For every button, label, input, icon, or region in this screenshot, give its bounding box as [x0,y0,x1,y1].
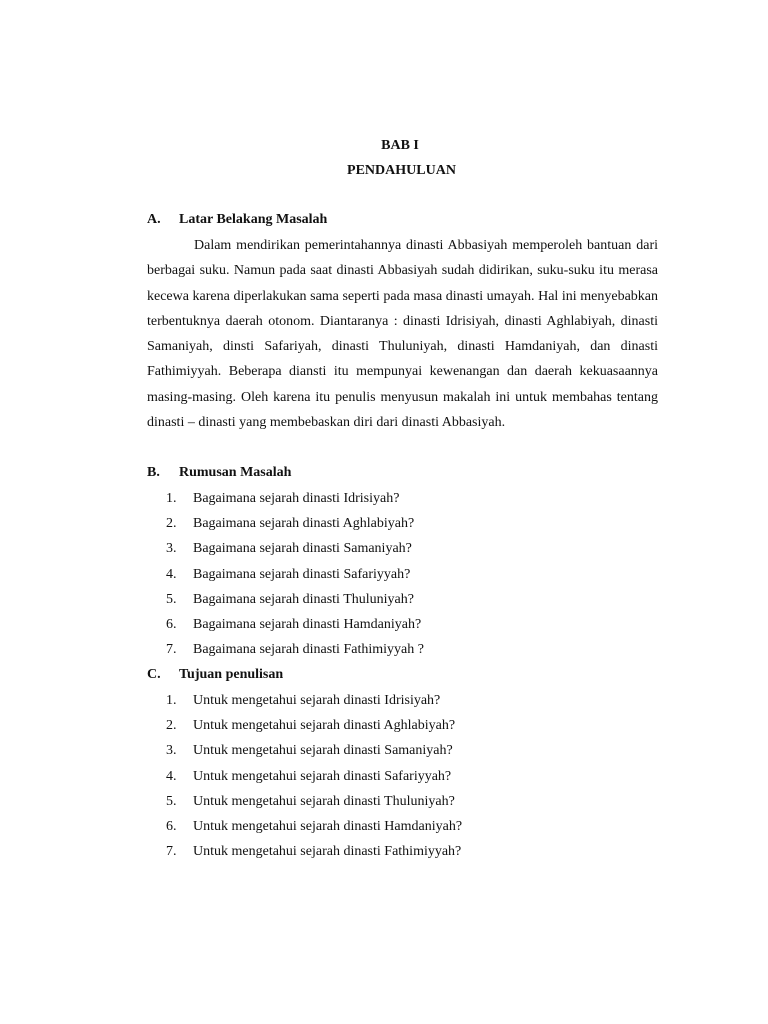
item-text: Untuk mengetahui sejarah dinasti Idrisiyah? [193,693,441,708]
list-item [166,486,424,511]
item-text: Bagaimana sejarah dinasti Samaniyah? [193,541,412,557]
item-text: Untuk mengetahui sejarah dinasti Samaniyah? [193,743,453,759]
list-item [166,612,424,637]
item-text: Untuk mengetahui sejarah dinasti Safariyyah? [193,768,452,784]
list-item [166,789,462,814]
section-b-heading [147,465,291,481]
item-text: Bagaimana sejarah dinasti Idrisiyah? [193,491,400,506]
section-a-heading [147,212,327,228]
section-a-letter: A. [147,212,161,227]
section-b-title: Rumusan Masalah [179,465,292,480]
section-b-letter: B. [147,465,160,480]
item-number: 4. [166,566,177,582]
item-text: Bagaimana sejarah dinasti Thuluniyah? [193,591,414,607]
section-c-title: Tujuan penulisan [179,667,284,682]
chapter-number: BAB I [381,138,419,153]
item-text: Untuk mengetahui sejarah dinasti Hamdaniyah? [193,818,463,834]
item-number: 6. [166,818,177,834]
item-number: 5. [166,793,177,809]
item-number: 6. [166,616,177,632]
list-item [166,764,462,789]
list-item [166,562,424,587]
item-number: 2. [166,516,177,532]
list-item [166,587,424,612]
item-text: Untuk mengetahui sejarah dinasti Fathimiyyah? [193,844,462,860]
item-number: 4. [166,768,177,784]
list-item [166,536,424,561]
purpose-list [166,688,462,864]
list-item [166,713,462,738]
item-text: Bagaimana sejarah dinasti Aghlabiyah? [193,516,415,532]
item-number: 2. [166,718,177,734]
item-number: 7. [166,844,177,860]
item-text: Untuk mengetahui sejarah dinasti Aghlabiyah? [193,718,456,734]
list-item [166,738,462,763]
section-a-title: Latar Belakang Masalah [179,212,328,227]
item-number: 7. [166,642,177,658]
list-item [166,637,424,662]
chapter-title: PENDAHULUAN [347,163,456,178]
list-item [166,814,462,839]
item-text: Untuk mengetahui sejarah dinasti Thuluniyah? [193,793,455,809]
item-number: 1. [166,693,177,708]
problem-list [166,486,424,662]
list-item [166,688,462,713]
list-item [166,511,424,536]
item-number: 3. [166,541,177,557]
background-paragraph: Dalam mendirikan pemerintahannya dinasti Abbasiyah memperoleh bantuan dari berbagai suku. Namun pada saat dinasti Abbasiyah sudah didirikan, suku-suku itu merasa kecewa karena diperlakukan sama seperti pada masa dinasti umayah. Hal ini menyebabkan terbentuknya daerah otonom. Diantaranya : dinasti Idrisiyah, dinasti Aghlabiyah, dinasti Samaniyah, dinsti Safariyah, dinasti Thuluniyah, dinasti Hamdaniyah, dan dinasti Fathimiyyah. Beberapa dianst​i itu mempunyai kewenangan dan daerah kekuasaannya masing-masing. Oleh karena itu penulis menyusun makalah ini untuk membahas tentang dinasti – dinasti yang membebaskan diri dari dinasti Abbasiyah. [147,238,658,431]
section-c-heading [147,667,283,683]
list-item [166,839,462,864]
item-number: 1. [166,491,177,506]
item-number: 3. [166,743,177,759]
item-text: Bagaimana sejarah dinasti Hamdaniyah? [193,616,422,632]
item-number: 5. [166,591,177,607]
item-text: Bagaimana sejarah dinasti Fathimiyyah ? [193,642,424,658]
section-c-letter: C. [147,667,161,682]
item-text: Bagaimana sejarah dinasti Safariyyah? [193,566,411,582]
